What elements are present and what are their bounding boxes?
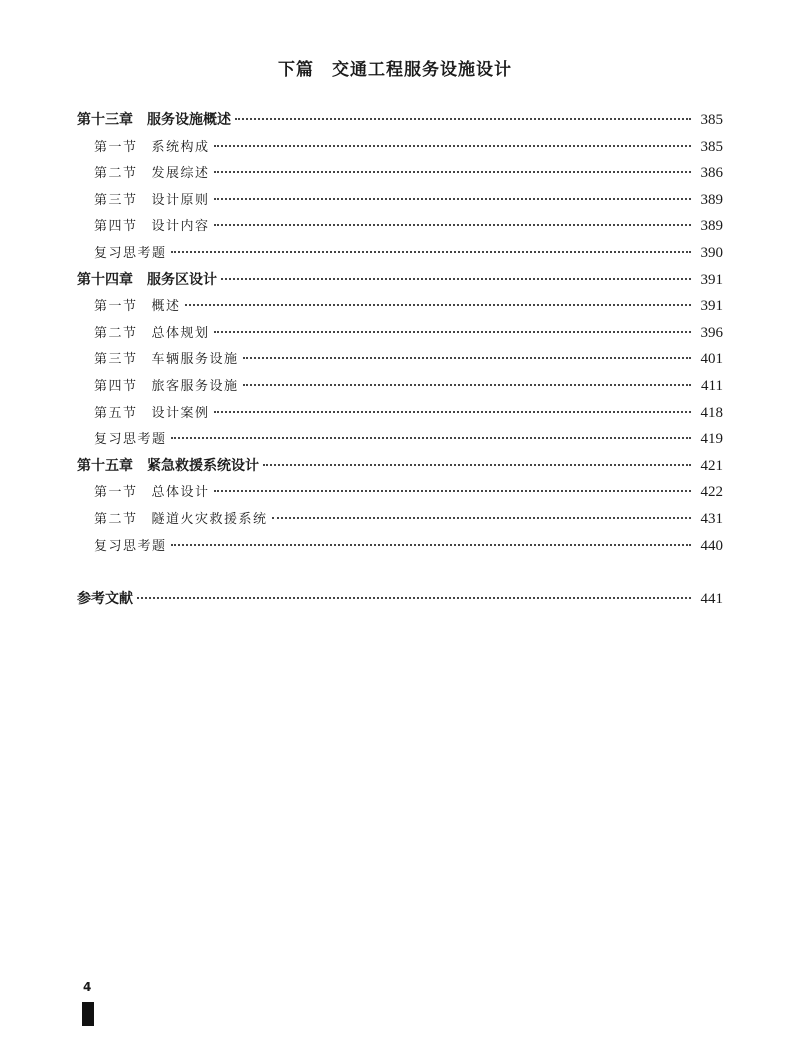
page-ref: 391: [700, 271, 723, 288]
dot-leader: [214, 198, 691, 200]
page-ref: 431: [700, 510, 723, 527]
toc-entry-label: [77, 453, 259, 480]
dot-leader: [214, 145, 691, 147]
section-title: 隧道火灾救援系统: [151, 511, 268, 527]
section-number: 第一节: [94, 485, 138, 501]
toc-entry-label: [94, 427, 167, 454]
dot-leader: [171, 251, 691, 253]
page-ref: 396: [700, 324, 723, 341]
chapter-title: 参考文献: [77, 590, 133, 607]
page-ref: 441: [700, 590, 723, 607]
section-title: 设计内容: [151, 219, 210, 235]
toc-entry-label: [94, 294, 181, 321]
toc-section-entry: [77, 160, 723, 187]
section-number: 第三节: [94, 352, 138, 368]
toc-section-entry: [77, 400, 723, 427]
toc-section-entry: [77, 506, 723, 533]
section-number: 第五节: [94, 405, 138, 421]
section-title: 设计原则: [151, 192, 210, 208]
section-number: 第三节: [94, 192, 138, 208]
dot-leader: [263, 464, 691, 466]
toc-spacer: [77, 559, 723, 586]
toc-entry-label: [77, 586, 133, 613]
page-number: 4: [83, 980, 92, 994]
toc-section-entry: [77, 240, 723, 267]
toc-section-entry: [77, 346, 723, 373]
table-of-contents: [77, 107, 723, 612]
dot-leader: [185, 304, 691, 306]
toc-entry-label: [94, 135, 210, 162]
dot-leader: [243, 357, 691, 359]
page-ref: 385: [700, 112, 723, 128]
toc-entry-label: [94, 401, 210, 428]
toc-section-entry: [77, 293, 723, 320]
toc-chapter-entry: [77, 586, 723, 613]
dot-leader: [214, 171, 691, 173]
section-number: 第二节: [94, 166, 138, 182]
toc-chapter-entry: [77, 107, 723, 134]
page-ref: 386: [700, 165, 723, 182]
chapter-title: 紧急救援系统设计: [147, 457, 259, 474]
section-number: 第四节: [94, 378, 138, 394]
toc-section-entry: [77, 320, 723, 347]
toc-entry-label: [94, 161, 210, 188]
toc-entry-label: [94, 347, 239, 374]
toc-chapter-entry: [77, 267, 723, 294]
toc-section-entry: [77, 426, 723, 453]
page-edge-mark: [82, 1002, 94, 1026]
dot-leader: [214, 490, 691, 492]
toc-section-entry: [77, 213, 723, 240]
page-ref: 411: [701, 377, 723, 394]
dot-leader: [171, 544, 691, 546]
part-title: 下篇 交通工程服务设施设计: [278, 60, 512, 80]
page-ref: 390: [700, 244, 723, 261]
chapter-number: 第十三章: [77, 112, 133, 128]
section-number: 第一节: [94, 139, 138, 155]
dot-leader: [214, 224, 691, 226]
page-ref: 389: [700, 191, 723, 208]
toc-entry-label: [94, 321, 210, 348]
section-number: 第二节: [94, 511, 138, 527]
toc-entry-label: [77, 267, 217, 294]
section-title: 总体规划: [151, 325, 210, 341]
toc-section-entry: [77, 187, 723, 214]
toc-section-entry: [77, 373, 723, 400]
chapter-number: 第十五章: [77, 457, 133, 474]
dot-leader: [221, 278, 691, 280]
toc-section-entry: [77, 134, 723, 161]
page-ref: 385: [700, 138, 723, 155]
dot-leader: [272, 517, 691, 519]
section-title: 总体设计: [151, 485, 210, 501]
page-ref: 391: [700, 298, 723, 315]
dot-leader: [235, 118, 691, 120]
section-title: 系统构成: [151, 139, 210, 155]
toc-section-entry: [77, 479, 723, 506]
dot-leader: [214, 331, 691, 333]
page-ref: 401: [700, 351, 723, 368]
section-title: 发展综述: [151, 166, 210, 182]
toc-entry-label: [94, 188, 210, 215]
page-ref: 389: [700, 218, 723, 235]
chapter-title: 服务设施概述: [147, 112, 231, 128]
toc-entry-label: [94, 241, 167, 268]
page-ref: 422: [700, 484, 723, 501]
toc-entry-label: [94, 480, 210, 507]
toc-section-entry: [77, 533, 723, 560]
page-ref: 418: [700, 404, 723, 421]
chapter-number: 第十四章: [77, 271, 133, 288]
section-title: 复习思考题: [94, 432, 167, 448]
section-title: 复习思考题: [94, 245, 167, 261]
section-number: 第一节: [94, 299, 138, 315]
dot-leader: [171, 437, 691, 439]
dot-leader: [137, 597, 691, 599]
toc-entry-label: [94, 214, 210, 241]
section-number: 第四节: [94, 219, 138, 235]
section-title: 复习思考题: [94, 538, 167, 554]
page-ref: 419: [700, 431, 723, 448]
toc-entry-label: [94, 374, 239, 401]
toc-entry-label: [94, 534, 167, 561]
toc-entry-label: [77, 107, 231, 134]
dot-leader: [214, 411, 691, 413]
section-title: 概述: [151, 299, 181, 315]
toc-chapter-entry: [77, 453, 723, 480]
section-number: 第二节: [94, 325, 138, 341]
section-title: 设计案例: [151, 405, 210, 421]
page-ref: 421: [700, 457, 723, 474]
section-title: 车辆服务设施: [151, 352, 239, 368]
page-ref: 440: [700, 537, 723, 554]
dot-leader: [243, 384, 691, 386]
chapter-title: 服务区设计: [147, 271, 217, 288]
section-title: 旅客服务设施: [151, 378, 239, 394]
toc-entry-label: [94, 507, 268, 534]
